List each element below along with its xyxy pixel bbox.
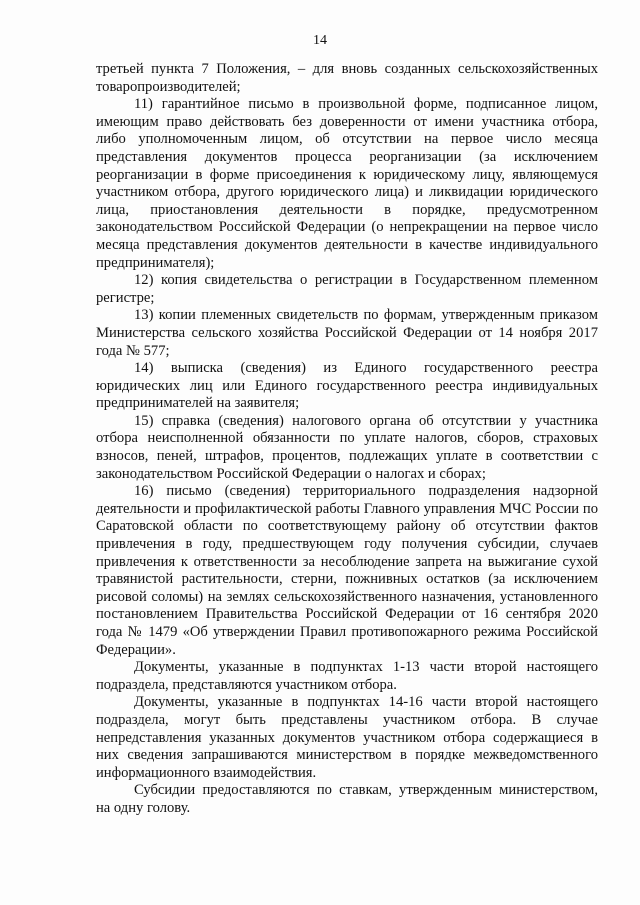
- paragraph-item-14: 14) выписка (сведения) из Единого государственного реестра юридических лиц или Единого государственного реестра индивидуальных предпринимателей на заявителя;: [96, 360, 598, 412]
- document-body: [96, 61, 598, 818]
- paragraph-item-13: 13) копии племенных свидетельств по формам, утвержденным приказом Министерства сельского хозяйства Российской Федерации от 14 ноября 2017 года № 577;: [96, 307, 598, 359]
- paragraph-continuation: третьей пункта 7 Положения, – для вновь созданных сельскохозяйственных товаропроизводителей;: [96, 61, 598, 95]
- page-number: 14: [313, 33, 327, 48]
- paragraph-item-15: 15) справка (сведения) налогового органа об отсутствии у участника отбора неисполненной обязанности по уплате налогов, сборов, страховых взносов, пеней, штрафов, процентов, подлежащих уплате в соответствии с законодательством Российской Федерации о налогах и сборах;: [96, 412, 598, 482]
- paragraph-documents-1-13: Документы, указанные в подпунктах 1-13 части второй настоящего подраздела, представляются участником отбора.: [96, 659, 598, 693]
- paragraph-subsidy-rates: Субсидии предоставляются по ставкам, утвержденным министерством, на одну голову.: [96, 782, 598, 816]
- paragraph-documents-14-16: Документы, указанные в подпунктах 14-16 части второй настоящего подраздела, могут быть представлены участником отбора. В случае непредставления указанных документов участником отбора содержащиеся в них сведения запрашиваются министерством в порядке межведомственного информационного взаимодействия.: [96, 694, 598, 781]
- paragraph-item-11: 11) гарантийное письмо в произвольной форме, подписанное лицом, имеющим право действовать без доверенности от имени участника отбора, либо уполномоченным лицом, об отсутствии на первое число месяца представления документов процесса реорганизации (за исключением реорганизации в форме присоединения к юридическому лицу, являющемуся участником отбора, другого юридического лица) и ликвидации юридического лица, приостановления деятельности в порядке, предусмотренном законодательством Российской Федерации (о непрекращении на первое число месяца представления документов деятельности в качестве индивидуального предпринимателя);: [96, 96, 598, 271]
- paragraph-item-12: 12) копия свидетельства о регистрации в Государственном племенном регистре;: [96, 272, 598, 306]
- paragraph-item-16: 16) письмо (сведения) территориального подразделения надзорной деятельности и профилактической работы Главного управления МЧС России по Саратовской области по соответствующему району об отсутствии фактов привлечения в году, предшествующем году получения субсидии, случаев привлечения к ответственности за несоблюдение запрета на выжигание сухой травянистой растительности, стерни, пожнивных остатков (за исключением рисовой соломы) на землях сельскохозяйственного назначения, установленного постановлением Правительства Российской Федерации от 16 сентября 2020 года № 1479 «Об утверждении Правил противопожарного режима Российской Федерации».: [96, 483, 598, 658]
